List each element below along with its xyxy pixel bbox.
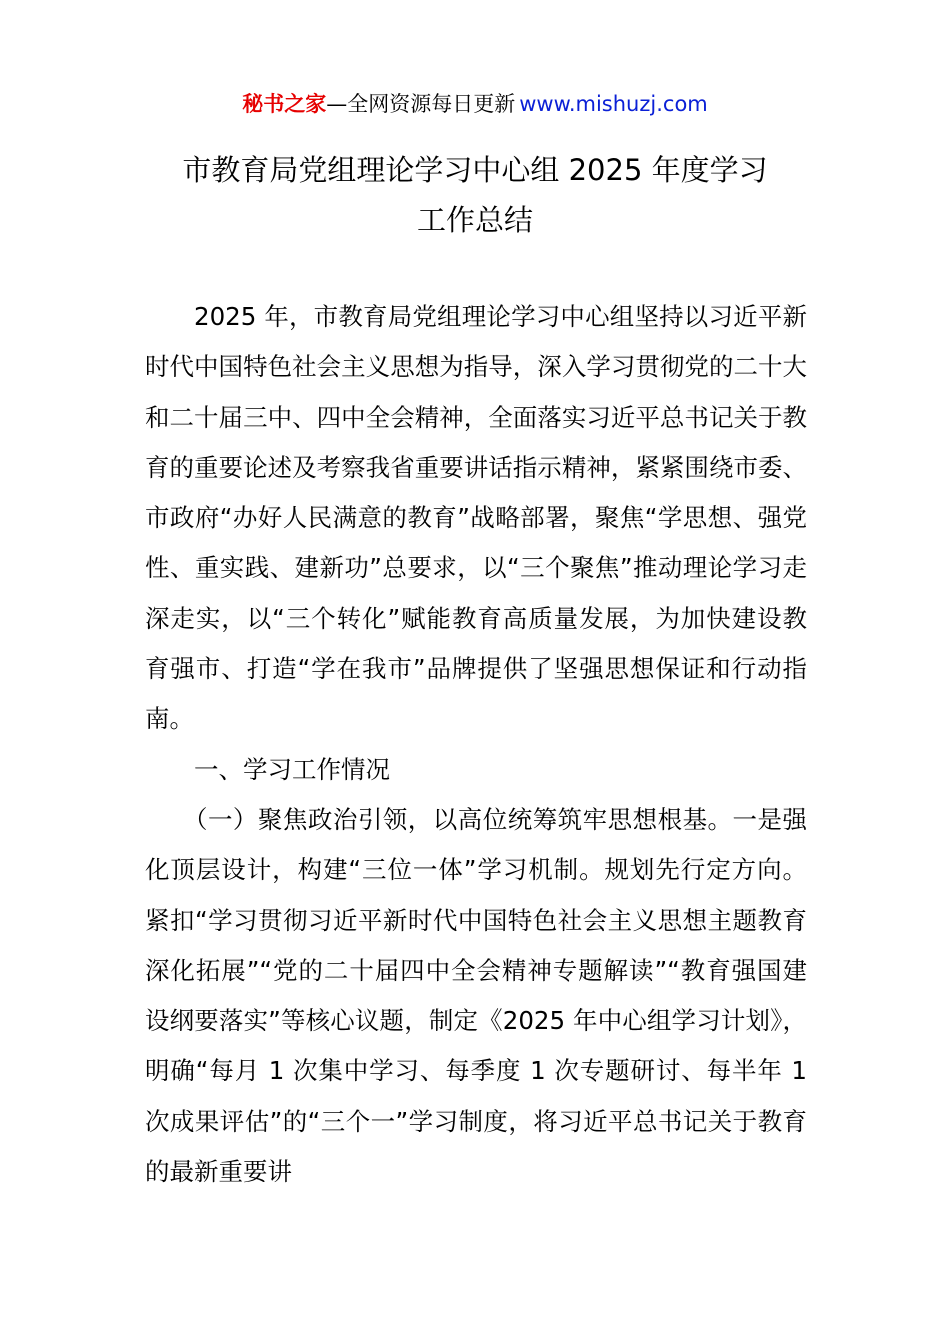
header-tagline: —全网资源每日更新	[326, 92, 516, 116]
title-line-2: 工作总结	[416, 203, 533, 237]
section-heading: 一、学习工作情况	[194, 754, 390, 784]
header-site-link[interactable]: www.mishuzj.com	[519, 92, 708, 116]
title-line-1: 市教育局党组理论学习中心组 2025 年度学习	[182, 153, 768, 187]
document-body	[145, 292, 807, 1197]
page-header	[0, 88, 950, 120]
header-brand: 秘书之家	[242, 92, 327, 116]
intro-paragraph: 2025 年，市教育局党组理论学习中心组坚持以习近平新时代中国特色社会主义思想为指导，深入学习贯彻党的二十大和二十届三中、四中全会精神，全面落实习近平总书记关于教育的重要论述及考察我省重要讲话指示精神，紧紧围绕市委、市政府“办好人民满意的教育”战略部署，聚焦“学思想、强党性、重实践、建新功”总要求，以“三个聚焦”推动理论学习走深走实，以“三个转化”赋能教育高质量发展，为加快建设教育强市、打造“学在我市”品牌提供了坚强思想保证和行动指南。	[145, 302, 807, 734]
document-title	[130, 145, 820, 245]
section-paragraph: （一）聚焦政治引领，以高位统筹筑牢思想根基。一是强化顶层设计，构建“三位一体”学习机制。规划先行定方向。紧扣“学习贯彻习近平新时代中国特色社会主义思想主题教育深化拓展”“党的二十届四中全会精神专题解读”“教育强国建设纲要落实”等核心议题，制定《2025 年中心组学习计划》，明确“每月 1 次集中学习、每季度 1 次专题研讨、每半年 1 次成果评估”的“三个一”学习制度，将习近平总书记关于教育的最新重要讲	[145, 804, 807, 1187]
